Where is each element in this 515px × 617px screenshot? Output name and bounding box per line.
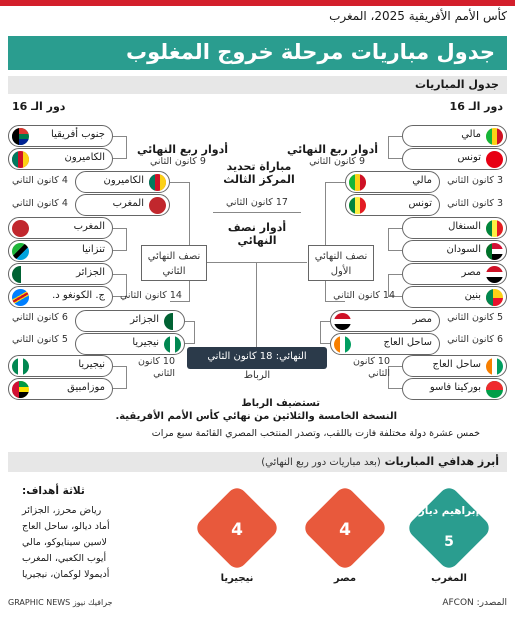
right-r16-date-3: 5 كانون الثاني (447, 312, 503, 323)
flag-mali-icon (486, 128, 503, 145)
three-goals-title: ثلاثة أهداف: (22, 485, 85, 497)
right-qf-date: 9 كانون الثاني (309, 156, 365, 167)
left-qf-date: 9 كانون الثاني (150, 156, 206, 167)
flag-nigeria-icon (164, 336, 181, 353)
team-name: نيجيريا (132, 337, 159, 348)
three-goals-item: أديمولا لوكمان، نيجيريا (22, 569, 110, 580)
connector (113, 136, 127, 159)
flag-ivory-coast-icon (334, 336, 351, 353)
left-team-morocco (8, 217, 113, 239)
left-sf-box: نصف النهائي الثاني (141, 245, 207, 281)
connector (320, 321, 330, 344)
left-qf-nigeria (75, 333, 185, 355)
right-round16-label: دور الـ 16 (449, 100, 503, 113)
scorer-diamond-morocco (405, 484, 493, 572)
flag-cameroon-icon (12, 151, 29, 168)
three-goals-item: لاسين سينايوكو، مالي (22, 537, 107, 548)
flag-senegal-icon (486, 220, 503, 237)
flag-egypt-icon (334, 313, 351, 330)
team-name: الكاميرون (103, 175, 144, 186)
flag-nigeria-icon (12, 358, 29, 375)
flag-cameroon-icon (149, 174, 166, 191)
team-name: الكاميرون (64, 152, 105, 163)
flag-mali-icon (349, 174, 366, 191)
connector (388, 228, 402, 251)
right-sf-box: نصف النهائي الأول (308, 245, 374, 281)
scorer-team-egypt: مصر (333, 573, 357, 584)
scorer-team-nigeria: نيجيريا (220, 573, 254, 584)
right-team-tunisia (402, 148, 507, 170)
connector (207, 262, 307, 263)
connector (325, 182, 345, 302)
final-city: الرباط (243, 370, 271, 381)
team-name: مالي (461, 129, 481, 140)
final-bar (187, 347, 327, 369)
team-name: ج. الكونغو د. (52, 290, 105, 301)
scorers-bar (8, 452, 507, 472)
right-qf-tunisia (345, 194, 440, 216)
connector (388, 136, 402, 159)
scorer-player-morocco: إبراهيم دياز (418, 505, 480, 517)
right-team-senegal (402, 217, 507, 239)
left-team-nigeria (8, 355, 113, 377)
scorers-title (261, 455, 499, 468)
kicker-text: كأس الأمم الأفريقية 2025، المغرب (329, 9, 507, 23)
scorers-subtitle: (بعد مباريات دور ربع النهائي) (261, 457, 381, 468)
team-name: نيجيريا (78, 359, 105, 370)
left-round16-label: دور الـ 16 (12, 100, 66, 113)
flag-morocco-icon (149, 197, 166, 214)
host-note: تستضيف الرباط (241, 398, 320, 409)
right-team-burkina-faso (402, 378, 507, 400)
left-qf-morocco (75, 194, 170, 216)
team-name: الجزائر (76, 267, 105, 278)
team-name: السودان (446, 244, 481, 255)
three-goals-item: رياض محرز، الجزائر (22, 505, 102, 516)
title-bar (8, 36, 507, 70)
flag-mozambique-icon (12, 381, 29, 398)
flag-senegal-icon (349, 197, 366, 214)
page-title: جدول مباريات مرحلة خروج المغلوب (126, 40, 495, 64)
team-name: بنين (464, 290, 481, 301)
team-name: ساحل العاج (432, 359, 481, 370)
left-team-cameroon (8, 148, 113, 170)
connector (113, 228, 127, 251)
footer-source: المصدر: AFCON (442, 598, 507, 608)
team-name: السنغال (448, 221, 481, 232)
scorer-team-morocco: المغرب (431, 573, 467, 584)
scorer-goals-morocco: 5 (444, 534, 454, 550)
flag-tunisia-icon (486, 151, 503, 168)
flag-algeria-icon (12, 266, 29, 283)
team-name: تنزانيا (82, 244, 105, 255)
left-r16-date-4: 5 كانون الثاني (12, 334, 68, 345)
left-team-south-africa (8, 125, 113, 147)
connector (185, 321, 195, 344)
flag-sudan-icon (486, 243, 503, 260)
page-subtitle: جدول المباريات (414, 78, 499, 91)
connector (170, 182, 190, 302)
connector (213, 212, 301, 213)
edition-note: النسخة الخامسة والثلاثين من نهائي كأس الأمم الأفريقية. (115, 411, 397, 422)
team-name: المغرب (73, 221, 105, 232)
right-qf-ivory-coast (330, 333, 440, 355)
flag-dr-congo-icon (12, 289, 29, 306)
team-name: تونس (408, 198, 432, 209)
team-name: المغرب (112, 198, 144, 209)
right-qf-date2: 10 كانون الثاني (352, 356, 390, 379)
left-qf-label: أدوار ربع النهائي (137, 143, 229, 156)
third-place-label: مباراة تحديد المركز الثالث (223, 160, 295, 186)
flag-egypt-icon (486, 266, 503, 283)
left-r16-date-2: 4 كانون الثاني (12, 198, 68, 209)
right-r16-date-1: 3 كانون الثاني (447, 175, 503, 186)
team-name: مصر (461, 267, 481, 278)
left-qf-cameroon (75, 171, 170, 193)
flag-tanzania-icon (12, 243, 29, 260)
left-team-mozambique (8, 378, 113, 400)
team-name: موزامبيق (67, 382, 105, 393)
right-r16-date-4: 6 كانون الثاني (447, 334, 503, 345)
connector (388, 366, 402, 389)
right-qf-egypt (330, 310, 440, 332)
three-goals-item: أيوب الكعبي، المغرب (22, 553, 107, 564)
scorer-goals-egypt: 4 (339, 520, 351, 540)
final-label: النهائي: 18 كانون الثاني (207, 351, 307, 362)
scorer-goals-nigeria: 4 (231, 520, 243, 540)
team-name: ساحل العاج (383, 337, 432, 348)
connector (256, 262, 257, 347)
team-name: جنوب أفريقيا (51, 129, 105, 140)
right-r16-date-2: 3 كانون الثاني (447, 198, 503, 209)
sf-round-label: أدوار نصف النهائي (227, 221, 287, 247)
right-team-sudan (402, 240, 507, 262)
right-qf-mali (345, 171, 440, 193)
left-r16-date-1: 4 كانون الثاني (12, 175, 68, 186)
right-team-egypt (402, 263, 507, 285)
team-name: تونس (457, 152, 481, 163)
team-name: بوركينا فاسو (429, 382, 481, 393)
right-team-ivory-coast (402, 355, 507, 377)
right-team-mali (402, 125, 507, 147)
flag-south-africa-icon (12, 128, 29, 145)
subtitle-bar (8, 76, 507, 94)
flag-morocco-icon (12, 220, 29, 237)
right-qf-label: أدوار ربع النهائي (286, 143, 378, 156)
left-sf-date: 14 كانون الثاني (120, 290, 182, 301)
flag-burkina-faso-icon (486, 381, 503, 398)
left-team-algeria (8, 263, 113, 285)
flag-benin-icon (486, 289, 503, 306)
team-name: مصر (412, 314, 432, 325)
three-goals-item: أماد ديالو، ساحل العاج (22, 521, 110, 532)
left-qf-algeria (75, 310, 185, 332)
left-qf-date2: 10 كانون الثاني (137, 356, 175, 379)
right-team-benin (402, 286, 507, 308)
left-r16-date-3: 6 كانون الثاني (12, 312, 68, 323)
right-sf-date: 14 كانون الثاني (333, 290, 395, 301)
team-name: مالي (412, 175, 432, 186)
left-team-dr-congo (8, 286, 113, 308)
flag-algeria-icon (164, 313, 181, 330)
third-place-date: 17 كانون الثاني (226, 197, 288, 208)
team-name: الجزائر (130, 314, 159, 325)
footer-credit: GRAPHIC NEWS جرافيك نيوز (8, 598, 113, 607)
top-accent-bar (0, 0, 515, 6)
history-note: خمس عشرة دولة مختلفة فازت باللقب، وتصدر المنتخب المصري القائمة سبع مرات (151, 428, 480, 439)
scorers-title-text: أبرز هدافي المباريات (384, 455, 499, 468)
left-team-tanzania (8, 240, 113, 262)
flag-ivory-coast-icon (486, 358, 503, 375)
